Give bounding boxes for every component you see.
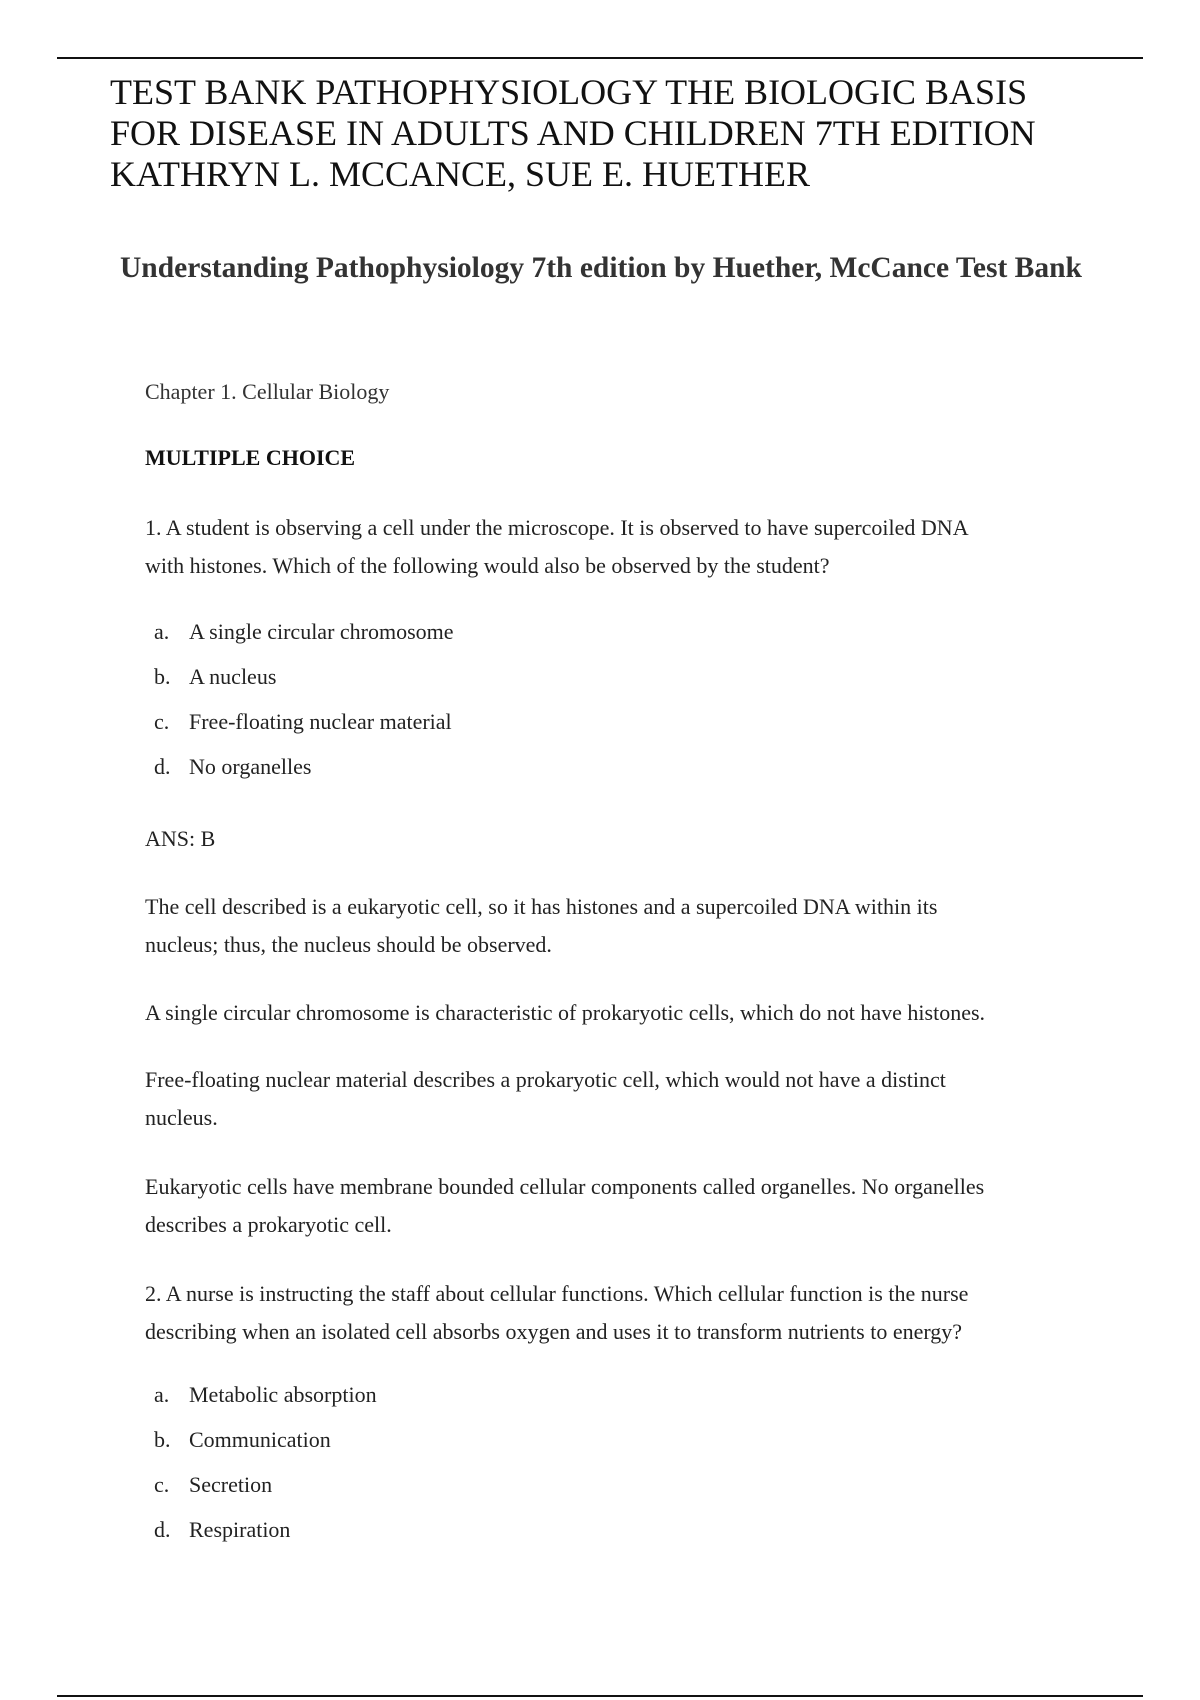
option-letter: d. — [154, 754, 171, 779]
top-rule — [57, 57, 1143, 59]
rationale-line: Free-floating nuclear material describes a prokaryotic cell, which would not have a distinct — [145, 1067, 946, 1092]
option-letter: c. — [154, 1472, 170, 1497]
answer-key: ANS: B — [145, 826, 216, 851]
rationale-line: nucleus. — [145, 1105, 218, 1130]
option-text: No organelles — [189, 754, 312, 779]
question-1-text — [145, 509, 1105, 585]
question-line: 2. A nurse is instructing the staff about cellular functions. Which cellular function is the nurse — [145, 1281, 969, 1306]
option-letter: b. — [154, 1427, 171, 1452]
section-heading: MULTIPLE CHOICE — [145, 445, 356, 470]
rationale-paragraph — [145, 994, 1105, 1032]
option-letter: a. — [154, 1382, 170, 1407]
question-2-text — [145, 1275, 1105, 1351]
option-text: A nucleus — [189, 664, 277, 689]
option-text: Secretion — [189, 1472, 273, 1497]
option-text: Respiration — [189, 1517, 291, 1542]
option-text: Communication — [189, 1427, 331, 1452]
option-item — [154, 1462, 377, 1507]
question-2-options — [154, 1372, 377, 1552]
rationale-line: describes a prokaryotic cell. — [145, 1212, 392, 1237]
document-subtitle: Understanding Pathophysiology 7th edition by Huether, McCance Test Bank — [120, 252, 1082, 284]
rationale-paragraph — [145, 1061, 1105, 1137]
option-text: A single circular chromosome — [189, 619, 454, 644]
option-text: Metabolic absorption — [189, 1382, 377, 1407]
title-line: KATHRYN L. MCCANCE, SUE E. HUETHER — [110, 154, 811, 194]
rationale-line: The cell described is a eukaryotic cell, so it has histones and a supercoiled DNA within its — [145, 894, 938, 919]
question-line: describing when an isolated cell absorbs oxygen and uses it to transform nutrients to energy? — [145, 1319, 963, 1344]
option-text: Free-floating nuclear material — [189, 709, 452, 734]
rationale-paragraph — [145, 1168, 1105, 1244]
rationale-line: nucleus; thus, the nucleus should be observed. — [145, 932, 552, 957]
option-item — [154, 1372, 377, 1417]
question-line: 1. A student is observing a cell under the microscope. It is observed to have supercoiled DNA — [145, 515, 969, 540]
document-title — [110, 72, 1110, 195]
option-item — [154, 744, 454, 789]
rationale-paragraph — [145, 888, 1105, 964]
option-item — [154, 1417, 377, 1462]
question-1-options — [154, 609, 454, 789]
option-letter: b. — [154, 664, 171, 689]
option-item — [154, 609, 454, 654]
title-line: TEST BANK PATHOPHYSIOLOGY THE BIOLOGIC BASIS — [110, 72, 1028, 112]
option-letter: a. — [154, 619, 170, 644]
option-item — [154, 1507, 377, 1552]
title-line: FOR DISEASE IN ADULTS AND CHILDREN 7TH EDITION — [110, 113, 1036, 153]
option-letter: c. — [154, 709, 170, 734]
option-item — [154, 699, 454, 744]
rationale-line: Eukaryotic cells have membrane bounded cellular components called organelles. No organelles — [145, 1174, 985, 1199]
chapter-heading: Chapter 1. Cellular Biology — [145, 379, 390, 404]
option-item — [154, 654, 454, 699]
question-line: with histones. Which of the following would also be observed by the student? — [145, 553, 830, 578]
rationale-line: A single circular chromosome is characteristic of prokaryotic cells, which do not have histones. — [145, 1000, 986, 1025]
option-letter: d. — [154, 1517, 171, 1542]
bottom-rule — [57, 1695, 1143, 1697]
